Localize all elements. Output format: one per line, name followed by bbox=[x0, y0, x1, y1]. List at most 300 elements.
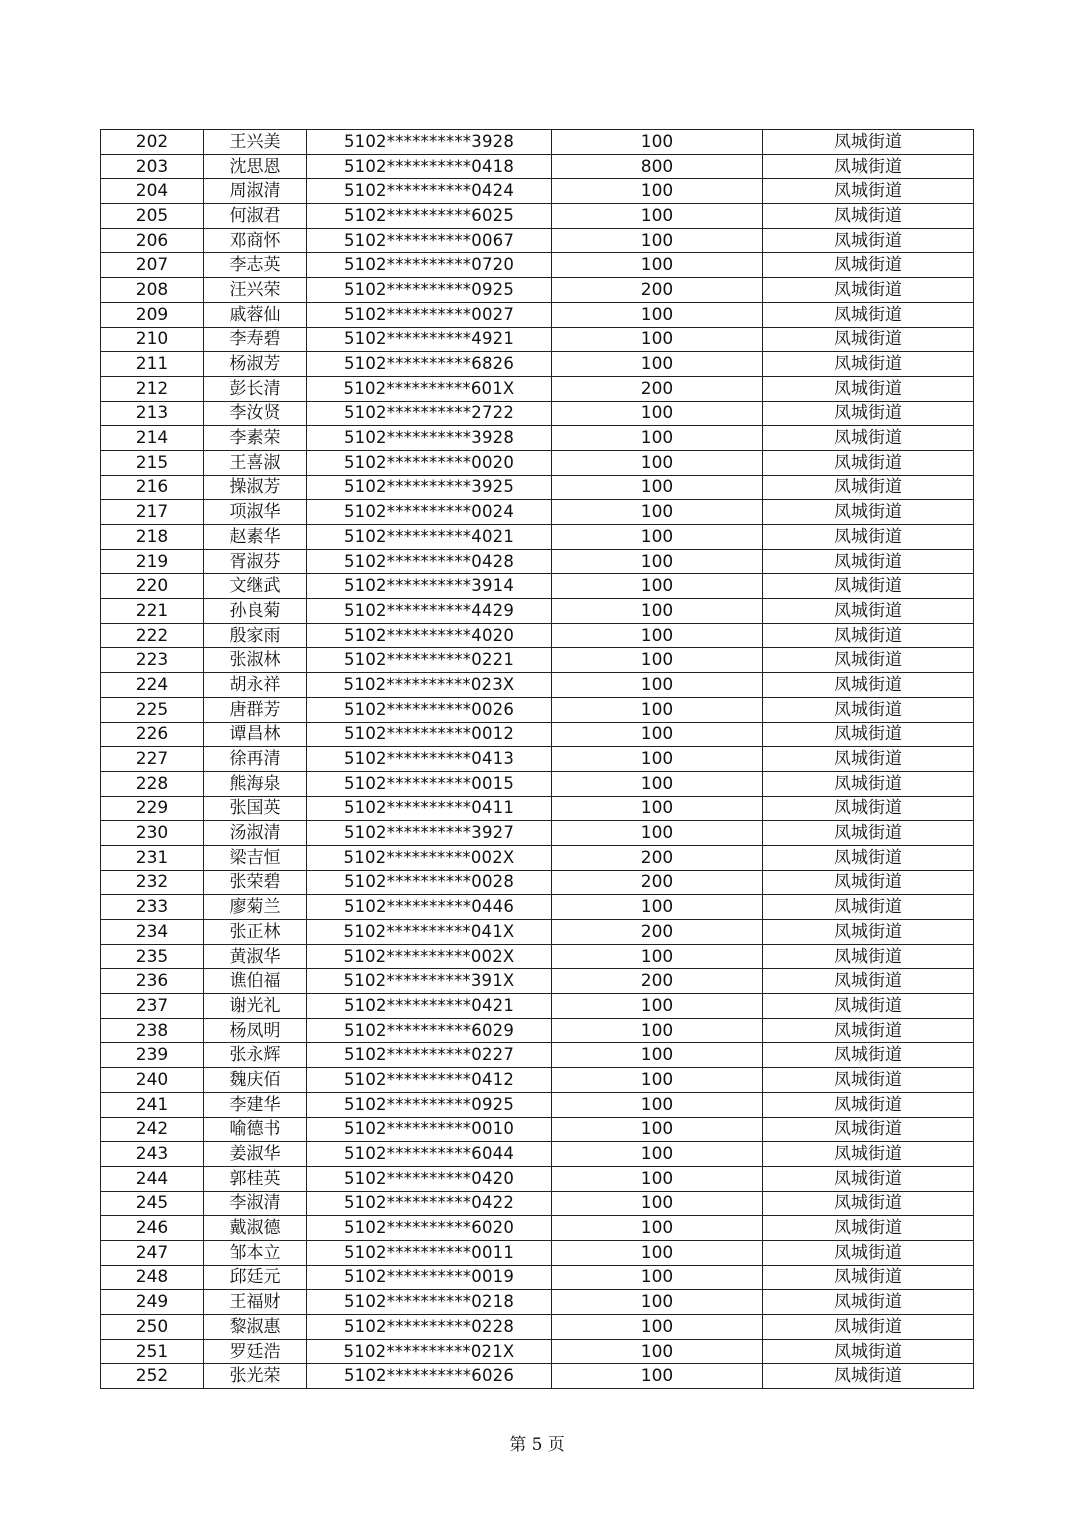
name-cell: 戚蓉仙 bbox=[204, 302, 307, 327]
table-row bbox=[101, 747, 974, 772]
table-row bbox=[101, 771, 974, 796]
row-number-cell: 203 bbox=[101, 154, 204, 179]
id-number-cell: 5102**********391X bbox=[307, 969, 552, 994]
district-cell: 凤城街道 bbox=[763, 549, 974, 574]
id-number-cell: 5102**********0026 bbox=[307, 697, 552, 722]
id-number-cell: 5102**********0019 bbox=[307, 1265, 552, 1290]
id-number-cell: 5102**********0027 bbox=[307, 302, 552, 327]
id-number-cell: 5102**********4429 bbox=[307, 599, 552, 624]
row-number-cell: 235 bbox=[101, 944, 204, 969]
district-cell: 凤城街道 bbox=[763, 969, 974, 994]
row-number-cell: 215 bbox=[101, 450, 204, 475]
table-row bbox=[101, 228, 974, 253]
amount-cell: 100 bbox=[552, 179, 763, 204]
id-number-cell: 5102**********3914 bbox=[307, 574, 552, 599]
district-cell: 凤城街道 bbox=[763, 376, 974, 401]
row-number-cell: 237 bbox=[101, 994, 204, 1019]
table-row bbox=[101, 500, 974, 525]
table-row bbox=[101, 648, 974, 673]
id-number-cell: 5102**********0925 bbox=[307, 278, 552, 303]
table-row bbox=[101, 401, 974, 426]
id-number-cell: 5102**********0015 bbox=[307, 771, 552, 796]
row-number-cell: 207 bbox=[101, 253, 204, 278]
table-row bbox=[101, 796, 974, 821]
name-cell: 孙良菊 bbox=[204, 599, 307, 624]
row-number-cell: 224 bbox=[101, 673, 204, 698]
amount-cell: 100 bbox=[552, 1191, 763, 1216]
amount-cell: 100 bbox=[552, 525, 763, 550]
name-cell: 张国英 bbox=[204, 796, 307, 821]
row-number-cell: 220 bbox=[101, 574, 204, 599]
district-cell: 凤城街道 bbox=[763, 130, 974, 155]
row-number-cell: 234 bbox=[101, 920, 204, 945]
amount-cell: 100 bbox=[552, 747, 763, 772]
id-number-cell: 5102**********3925 bbox=[307, 475, 552, 500]
id-number-cell: 5102**********0411 bbox=[307, 796, 552, 821]
id-number-cell: 5102**********0010 bbox=[307, 1117, 552, 1142]
name-cell: 杨淑芳 bbox=[204, 352, 307, 377]
row-number-cell: 218 bbox=[101, 525, 204, 550]
district-cell: 凤城街道 bbox=[763, 228, 974, 253]
id-number-cell: 5102**********0228 bbox=[307, 1315, 552, 1340]
id-number-cell: 5102**********6025 bbox=[307, 204, 552, 229]
row-number-cell: 202 bbox=[101, 130, 204, 155]
district-cell: 凤城街道 bbox=[763, 278, 974, 303]
table-row bbox=[101, 278, 974, 303]
row-number-cell: 241 bbox=[101, 1092, 204, 1117]
page-number: 第 5 页 bbox=[509, 1435, 565, 1455]
name-cell: 周淑清 bbox=[204, 179, 307, 204]
name-cell: 沈思恩 bbox=[204, 154, 307, 179]
district-cell: 凤城街道 bbox=[763, 1117, 974, 1142]
id-number-cell: 5102**********0421 bbox=[307, 994, 552, 1019]
amount-cell: 100 bbox=[552, 130, 763, 155]
amount-cell: 200 bbox=[552, 376, 763, 401]
name-cell: 李汝贤 bbox=[204, 401, 307, 426]
table-row bbox=[101, 1240, 974, 1265]
name-cell: 熊海泉 bbox=[204, 771, 307, 796]
name-cell: 张正林 bbox=[204, 920, 307, 945]
table-row bbox=[101, 920, 974, 945]
row-number-cell: 225 bbox=[101, 697, 204, 722]
row-number-cell: 208 bbox=[101, 278, 204, 303]
name-cell: 徐再清 bbox=[204, 747, 307, 772]
district-cell: 凤城街道 bbox=[763, 944, 974, 969]
table-row bbox=[101, 525, 974, 550]
row-number-cell: 222 bbox=[101, 623, 204, 648]
amount-cell: 100 bbox=[552, 796, 763, 821]
id-number-cell: 5102**********0412 bbox=[307, 1068, 552, 1093]
row-number-cell: 206 bbox=[101, 228, 204, 253]
district-cell: 凤城街道 bbox=[763, 1240, 974, 1265]
id-number-cell: 5102**********0218 bbox=[307, 1290, 552, 1315]
district-cell: 凤城街道 bbox=[763, 1191, 974, 1216]
table-row bbox=[101, 821, 974, 846]
district-cell: 凤城街道 bbox=[763, 1290, 974, 1315]
row-number-cell: 245 bbox=[101, 1191, 204, 1216]
table-row bbox=[101, 154, 974, 179]
row-number-cell: 246 bbox=[101, 1216, 204, 1241]
district-cell: 凤城街道 bbox=[763, 1142, 974, 1167]
id-number-cell: 5102**********6826 bbox=[307, 352, 552, 377]
district-cell: 凤城街道 bbox=[763, 796, 974, 821]
district-cell: 凤城街道 bbox=[763, 1339, 974, 1364]
name-cell: 邓商怀 bbox=[204, 228, 307, 253]
district-cell: 凤城街道 bbox=[763, 450, 974, 475]
row-number-cell: 236 bbox=[101, 969, 204, 994]
row-number-cell: 238 bbox=[101, 1018, 204, 1043]
row-number-cell: 250 bbox=[101, 1315, 204, 1340]
district-cell: 凤城街道 bbox=[763, 994, 974, 1019]
id-number-cell: 5102**********041X bbox=[307, 920, 552, 945]
table-row bbox=[101, 944, 974, 969]
amount-cell: 100 bbox=[552, 302, 763, 327]
table-row bbox=[101, 1364, 974, 1389]
name-cell: 张永辉 bbox=[204, 1043, 307, 1068]
id-number-cell: 5102**********021X bbox=[307, 1339, 552, 1364]
table-row bbox=[101, 1315, 974, 1340]
amount-cell: 200 bbox=[552, 870, 763, 895]
amount-cell: 200 bbox=[552, 278, 763, 303]
table-row bbox=[101, 870, 974, 895]
name-cell: 廖菊兰 bbox=[204, 895, 307, 920]
district-cell: 凤城街道 bbox=[763, 327, 974, 352]
row-number-cell: 212 bbox=[101, 376, 204, 401]
table-row bbox=[101, 623, 974, 648]
name-cell: 喻德书 bbox=[204, 1117, 307, 1142]
district-cell: 凤城街道 bbox=[763, 1265, 974, 1290]
name-cell: 项淑华 bbox=[204, 500, 307, 525]
table-row bbox=[101, 895, 974, 920]
district-cell: 凤城街道 bbox=[763, 1364, 974, 1389]
table-row bbox=[101, 1290, 974, 1315]
district-cell: 凤城街道 bbox=[763, 352, 974, 377]
name-cell: 汪兴荣 bbox=[204, 278, 307, 303]
district-cell: 凤城街道 bbox=[763, 771, 974, 796]
id-number-cell: 5102**********0413 bbox=[307, 747, 552, 772]
row-number-cell: 231 bbox=[101, 845, 204, 870]
name-cell: 汤淑清 bbox=[204, 821, 307, 846]
row-number-cell: 247 bbox=[101, 1240, 204, 1265]
table-row bbox=[101, 599, 974, 624]
table-row bbox=[101, 697, 974, 722]
table-row bbox=[101, 1142, 974, 1167]
amount-cell: 100 bbox=[552, 426, 763, 451]
amount-cell: 100 bbox=[552, 623, 763, 648]
table-row bbox=[101, 574, 974, 599]
district-cell: 凤城街道 bbox=[763, 920, 974, 945]
id-number-cell: 5102**********3928 bbox=[307, 426, 552, 451]
name-cell: 姜淑华 bbox=[204, 1142, 307, 1167]
name-cell: 唐群芳 bbox=[204, 697, 307, 722]
table-row bbox=[101, 475, 974, 500]
name-cell: 张光荣 bbox=[204, 1364, 307, 1389]
id-number-cell: 5102**********0012 bbox=[307, 722, 552, 747]
id-number-cell: 5102**********3927 bbox=[307, 821, 552, 846]
row-number-cell: 249 bbox=[101, 1290, 204, 1315]
row-number-cell: 233 bbox=[101, 895, 204, 920]
row-number-cell: 210 bbox=[101, 327, 204, 352]
row-number-cell: 217 bbox=[101, 500, 204, 525]
row-number-cell: 229 bbox=[101, 796, 204, 821]
district-cell: 凤城街道 bbox=[763, 179, 974, 204]
id-number-cell: 5102**********0420 bbox=[307, 1166, 552, 1191]
amount-cell: 100 bbox=[552, 697, 763, 722]
district-cell: 凤城街道 bbox=[763, 302, 974, 327]
table-row bbox=[101, 969, 974, 994]
name-cell: 谢光礼 bbox=[204, 994, 307, 1019]
name-cell: 张淑林 bbox=[204, 648, 307, 673]
table-row bbox=[101, 302, 974, 327]
amount-cell: 100 bbox=[552, 722, 763, 747]
name-cell: 殷家雨 bbox=[204, 623, 307, 648]
table-row bbox=[101, 1339, 974, 1364]
table-row bbox=[101, 426, 974, 451]
amount-cell: 100 bbox=[552, 1117, 763, 1142]
amount-cell: 100 bbox=[552, 1142, 763, 1167]
id-number-cell: 5102**********0011 bbox=[307, 1240, 552, 1265]
table-row bbox=[101, 1043, 974, 1068]
table-row bbox=[101, 1265, 974, 1290]
district-cell: 凤城街道 bbox=[763, 525, 974, 550]
amount-cell: 200 bbox=[552, 969, 763, 994]
table-row bbox=[101, 1216, 974, 1241]
name-cell: 王喜淑 bbox=[204, 450, 307, 475]
amount-cell: 100 bbox=[552, 574, 763, 599]
row-number-cell: 209 bbox=[101, 302, 204, 327]
id-number-cell: 5102**********0227 bbox=[307, 1043, 552, 1068]
row-number-cell: 228 bbox=[101, 771, 204, 796]
amount-cell: 100 bbox=[552, 1290, 763, 1315]
table-row bbox=[101, 549, 974, 574]
row-number-cell: 221 bbox=[101, 599, 204, 624]
row-number-cell: 213 bbox=[101, 401, 204, 426]
row-number-cell: 239 bbox=[101, 1043, 204, 1068]
name-cell: 黎淑惠 bbox=[204, 1315, 307, 1340]
district-cell: 凤城街道 bbox=[763, 722, 974, 747]
id-number-cell: 5102**********0024 bbox=[307, 500, 552, 525]
district-cell: 凤城街道 bbox=[763, 673, 974, 698]
district-cell: 凤城街道 bbox=[763, 1216, 974, 1241]
id-number-cell: 5102**********0028 bbox=[307, 870, 552, 895]
amount-cell: 100 bbox=[552, 1166, 763, 1191]
amount-cell: 100 bbox=[552, 1339, 763, 1364]
table-row bbox=[101, 1166, 974, 1191]
amount-cell: 100 bbox=[552, 771, 763, 796]
amount-cell: 100 bbox=[552, 204, 763, 229]
id-number-cell: 5102**********6044 bbox=[307, 1142, 552, 1167]
amount-cell: 100 bbox=[552, 401, 763, 426]
amount-cell: 100 bbox=[552, 1068, 763, 1093]
district-cell: 凤城街道 bbox=[763, 1166, 974, 1191]
amount-cell: 100 bbox=[552, 1265, 763, 1290]
district-cell: 凤城街道 bbox=[763, 204, 974, 229]
name-cell: 李淑清 bbox=[204, 1191, 307, 1216]
id-number-cell: 5102**********0428 bbox=[307, 549, 552, 574]
table-row bbox=[101, 673, 974, 698]
amount-cell: 100 bbox=[552, 327, 763, 352]
name-cell: 文继武 bbox=[204, 574, 307, 599]
amount-cell: 100 bbox=[552, 895, 763, 920]
name-cell: 王兴美 bbox=[204, 130, 307, 155]
row-number-cell: 248 bbox=[101, 1265, 204, 1290]
table-row bbox=[101, 1117, 974, 1142]
district-cell: 凤城街道 bbox=[763, 845, 974, 870]
row-number-cell: 223 bbox=[101, 648, 204, 673]
name-cell: 何淑君 bbox=[204, 204, 307, 229]
name-cell: 谭昌林 bbox=[204, 722, 307, 747]
district-cell: 凤城街道 bbox=[763, 1068, 974, 1093]
id-number-cell: 5102**********3928 bbox=[307, 130, 552, 155]
table-body bbox=[101, 130, 974, 1389]
id-number-cell: 5102**********0424 bbox=[307, 179, 552, 204]
district-cell: 凤城街道 bbox=[763, 1315, 974, 1340]
table-row bbox=[101, 204, 974, 229]
amount-cell: 800 bbox=[552, 154, 763, 179]
amount-cell: 100 bbox=[552, 944, 763, 969]
name-cell: 胡永祥 bbox=[204, 673, 307, 698]
row-number-cell: 230 bbox=[101, 821, 204, 846]
id-number-cell: 5102**********6020 bbox=[307, 1216, 552, 1241]
id-number-cell: 5102**********002X bbox=[307, 845, 552, 870]
row-number-cell: 219 bbox=[101, 549, 204, 574]
row-number-cell: 214 bbox=[101, 426, 204, 451]
id-number-cell: 5102**********2722 bbox=[307, 401, 552, 426]
district-cell: 凤城街道 bbox=[763, 821, 974, 846]
district-cell: 凤城街道 bbox=[763, 426, 974, 451]
amount-cell: 100 bbox=[552, 549, 763, 574]
amount-cell: 100 bbox=[552, 253, 763, 278]
id-number-cell: 5102**********4020 bbox=[307, 623, 552, 648]
amount-cell: 100 bbox=[552, 475, 763, 500]
amount-cell: 100 bbox=[552, 1018, 763, 1043]
name-cell: 梁吉恒 bbox=[204, 845, 307, 870]
id-number-cell: 5102**********4921 bbox=[307, 327, 552, 352]
district-cell: 凤城街道 bbox=[763, 870, 974, 895]
district-cell: 凤城街道 bbox=[763, 747, 974, 772]
district-cell: 凤城街道 bbox=[763, 895, 974, 920]
row-number-cell: 211 bbox=[101, 352, 204, 377]
district-cell: 凤城街道 bbox=[763, 1092, 974, 1117]
name-cell: 王福财 bbox=[204, 1290, 307, 1315]
row-number-cell: 216 bbox=[101, 475, 204, 500]
name-cell: 操淑芳 bbox=[204, 475, 307, 500]
amount-cell: 100 bbox=[552, 1043, 763, 1068]
row-number-cell: 252 bbox=[101, 1364, 204, 1389]
district-cell: 凤城街道 bbox=[763, 500, 974, 525]
row-number-cell: 242 bbox=[101, 1117, 204, 1142]
id-number-cell: 5102**********023X bbox=[307, 673, 552, 698]
amount-cell: 100 bbox=[552, 1240, 763, 1265]
table-row bbox=[101, 722, 974, 747]
id-number-cell: 5102**********0925 bbox=[307, 1092, 552, 1117]
id-number-cell: 5102**********601X bbox=[307, 376, 552, 401]
name-cell: 李建华 bbox=[204, 1092, 307, 1117]
table-row bbox=[101, 994, 974, 1019]
amount-cell: 100 bbox=[552, 994, 763, 1019]
name-cell: 李素荣 bbox=[204, 426, 307, 451]
name-cell: 邱廷元 bbox=[204, 1265, 307, 1290]
amount-cell: 200 bbox=[552, 845, 763, 870]
row-number-cell: 244 bbox=[101, 1166, 204, 1191]
row-number-cell: 240 bbox=[101, 1068, 204, 1093]
row-number-cell: 204 bbox=[101, 179, 204, 204]
name-cell: 郭桂英 bbox=[204, 1166, 307, 1191]
id-number-cell: 5102**********0446 bbox=[307, 895, 552, 920]
name-cell: 李志英 bbox=[204, 253, 307, 278]
amount-cell: 100 bbox=[552, 1364, 763, 1389]
district-cell: 凤城街道 bbox=[763, 623, 974, 648]
row-number-cell: 243 bbox=[101, 1142, 204, 1167]
district-cell: 凤城街道 bbox=[763, 574, 974, 599]
amount-cell: 100 bbox=[552, 352, 763, 377]
amount-cell: 100 bbox=[552, 1315, 763, 1340]
amount-cell: 100 bbox=[552, 500, 763, 525]
district-cell: 凤城街道 bbox=[763, 401, 974, 426]
table-row bbox=[101, 1018, 974, 1043]
name-cell: 邹本立 bbox=[204, 1240, 307, 1265]
id-number-cell: 5102**********0020 bbox=[307, 450, 552, 475]
table-row bbox=[101, 1191, 974, 1216]
name-cell: 胥淑芬 bbox=[204, 549, 307, 574]
name-cell: 戴淑德 bbox=[204, 1216, 307, 1241]
table-row bbox=[101, 253, 974, 278]
amount-cell: 100 bbox=[552, 599, 763, 624]
name-cell: 谯伯福 bbox=[204, 969, 307, 994]
id-number-cell: 5102**********4021 bbox=[307, 525, 552, 550]
district-cell: 凤城街道 bbox=[763, 599, 974, 624]
table-row bbox=[101, 327, 974, 352]
row-number-cell: 232 bbox=[101, 870, 204, 895]
table-row bbox=[101, 376, 974, 401]
id-number-cell: 5102**********0720 bbox=[307, 253, 552, 278]
name-cell: 魏庆佰 bbox=[204, 1068, 307, 1093]
district-cell: 凤城街道 bbox=[763, 1043, 974, 1068]
table-row bbox=[101, 1068, 974, 1093]
district-cell: 凤城街道 bbox=[763, 648, 974, 673]
amount-cell: 100 bbox=[552, 1216, 763, 1241]
row-number-cell: 227 bbox=[101, 747, 204, 772]
district-cell: 凤城街道 bbox=[763, 475, 974, 500]
amount-cell: 100 bbox=[552, 1092, 763, 1117]
name-cell: 杨凤明 bbox=[204, 1018, 307, 1043]
name-cell: 张荣碧 bbox=[204, 870, 307, 895]
table-row bbox=[101, 845, 974, 870]
id-number-cell: 5102**********0221 bbox=[307, 648, 552, 673]
name-cell: 彭长清 bbox=[204, 376, 307, 401]
name-cell: 黄淑华 bbox=[204, 944, 307, 969]
district-cell: 凤城街道 bbox=[763, 697, 974, 722]
row-number-cell: 226 bbox=[101, 722, 204, 747]
amount-cell: 100 bbox=[552, 450, 763, 475]
id-number-cell: 5102**********6029 bbox=[307, 1018, 552, 1043]
district-cell: 凤城街道 bbox=[763, 1018, 974, 1043]
name-cell: 赵素华 bbox=[204, 525, 307, 550]
amount-cell: 200 bbox=[552, 920, 763, 945]
name-cell: 罗廷浩 bbox=[204, 1339, 307, 1364]
table-row bbox=[101, 450, 974, 475]
amount-cell: 100 bbox=[552, 648, 763, 673]
id-number-cell: 5102**********0418 bbox=[307, 154, 552, 179]
amount-cell: 100 bbox=[552, 228, 763, 253]
data-table bbox=[100, 129, 974, 1389]
id-number-cell: 5102**********0067 bbox=[307, 228, 552, 253]
table-row bbox=[101, 179, 974, 204]
amount-cell: 100 bbox=[552, 673, 763, 698]
id-number-cell: 5102**********002X bbox=[307, 944, 552, 969]
row-number-cell: 205 bbox=[101, 204, 204, 229]
id-number-cell: 5102**********6026 bbox=[307, 1364, 552, 1389]
